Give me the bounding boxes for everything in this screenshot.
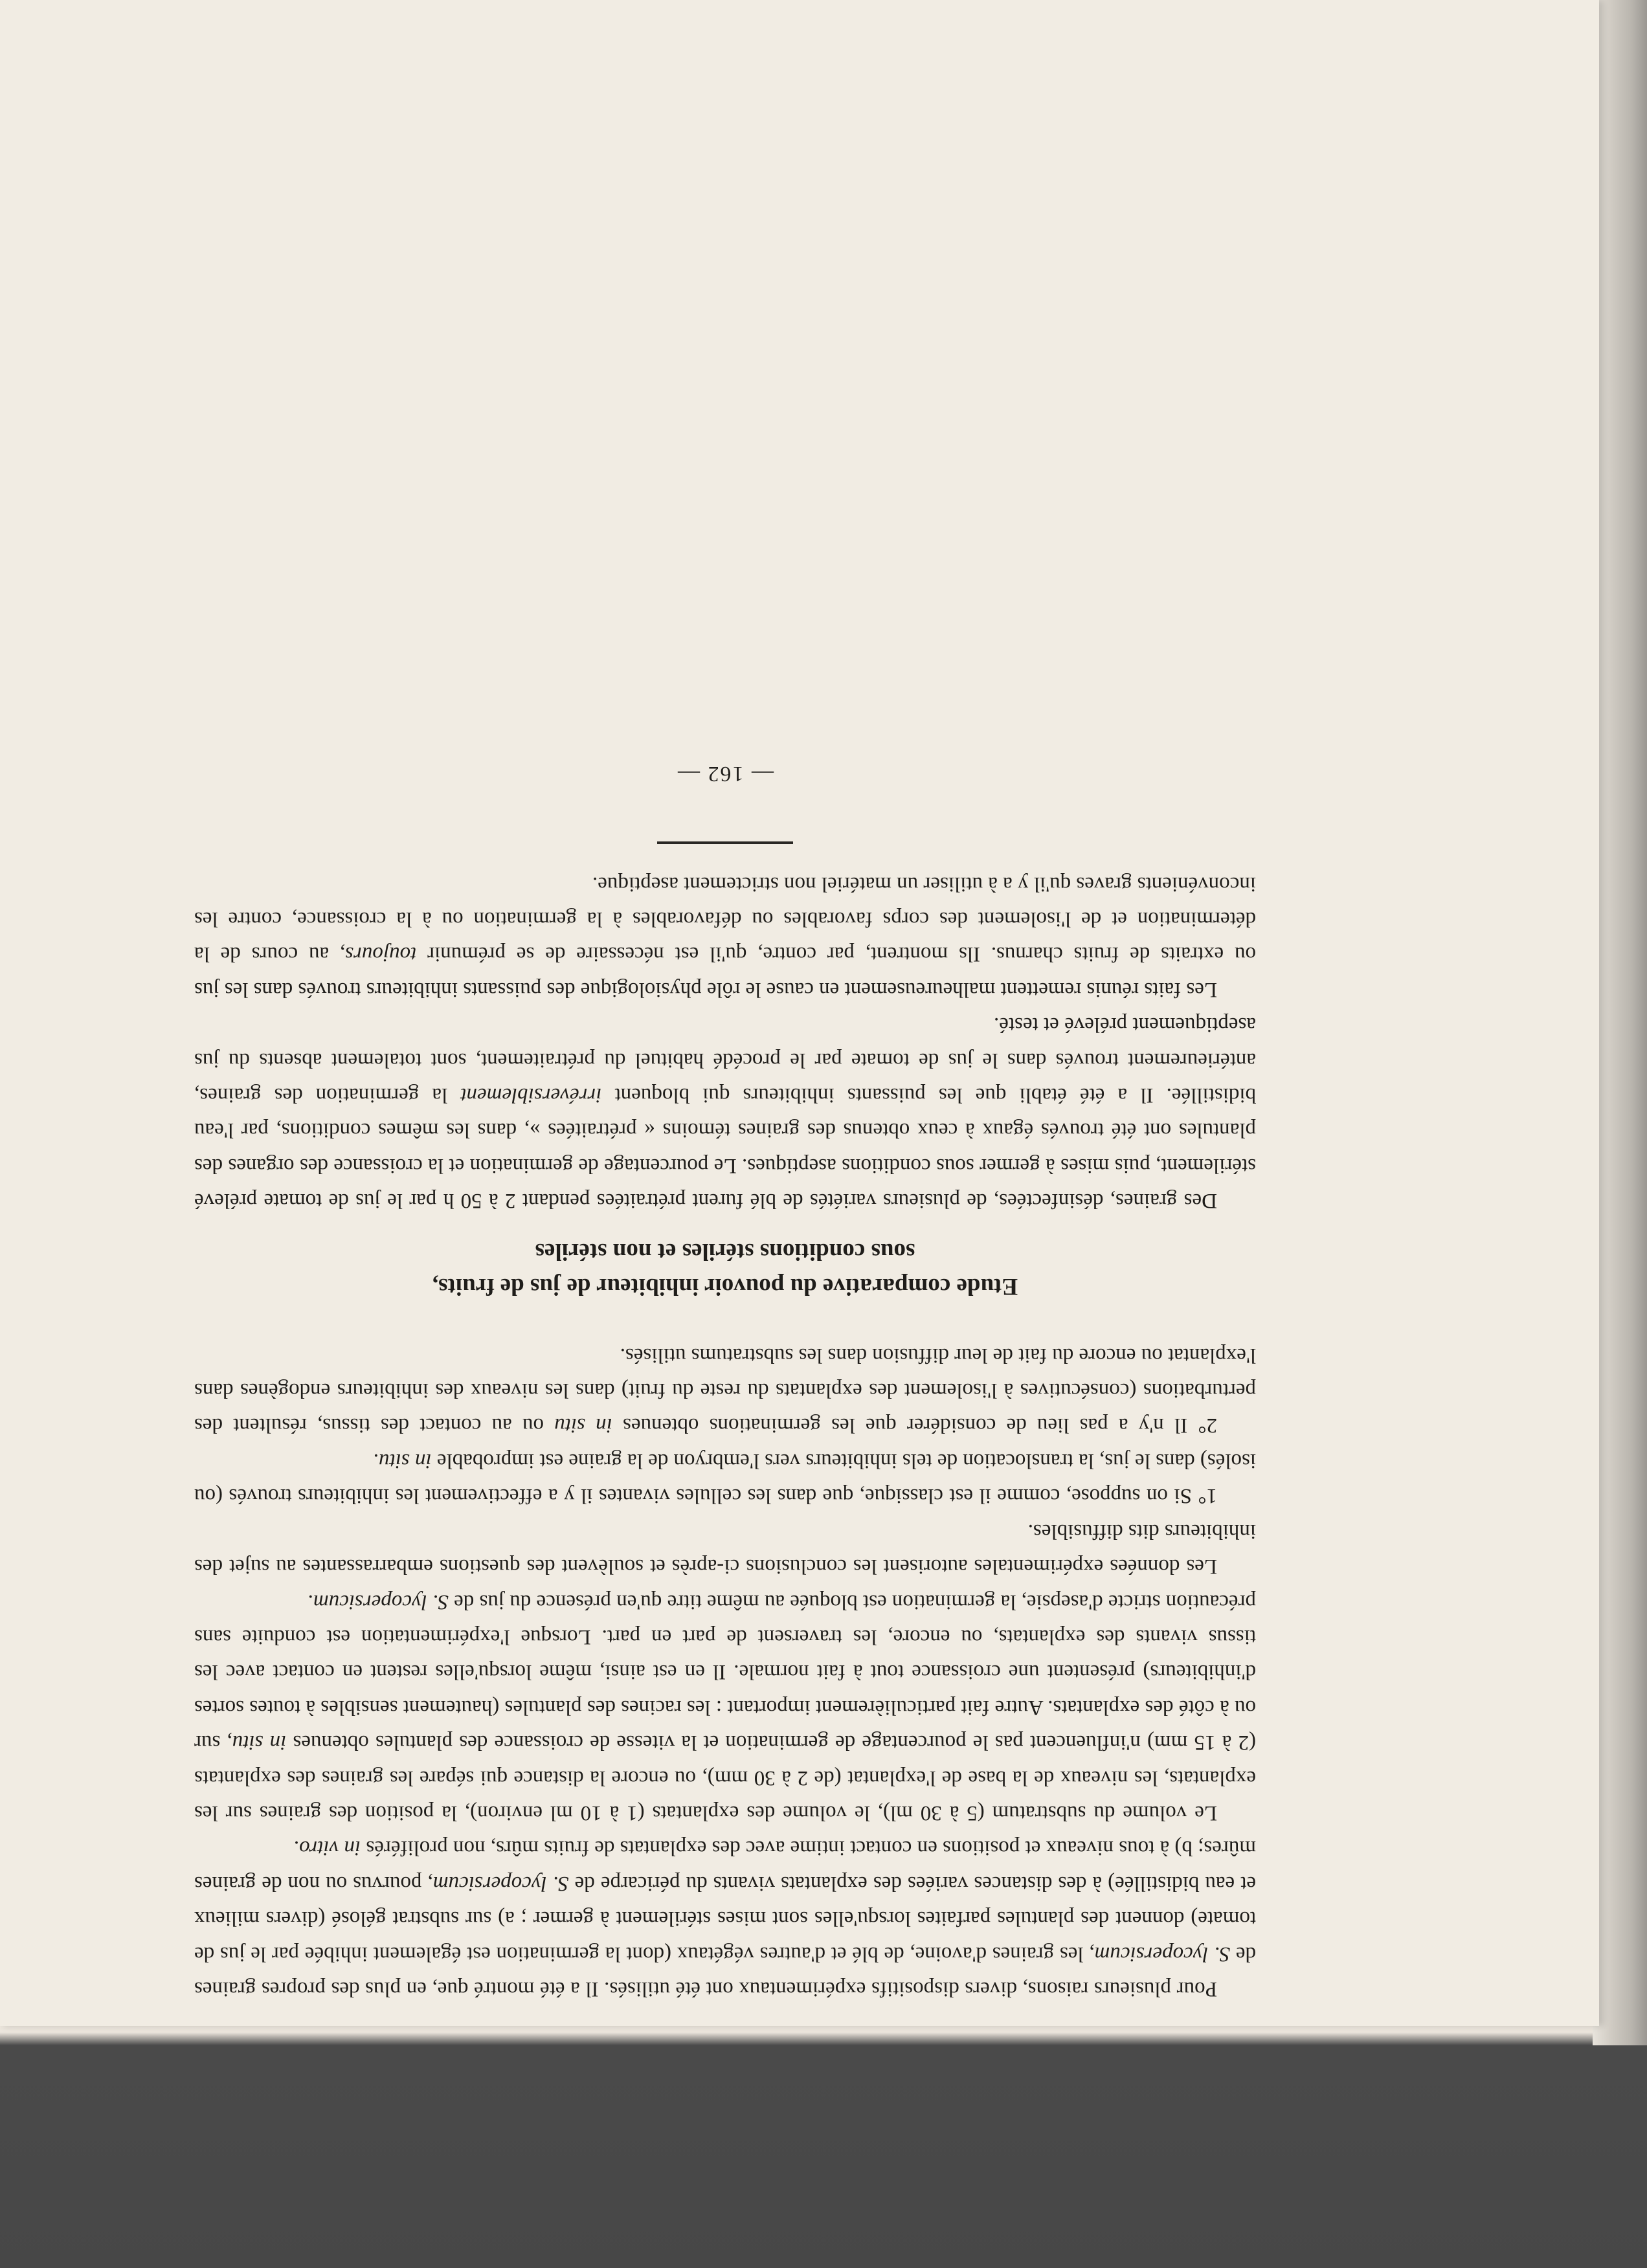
text-run: , pourvus ou non de graines mûres; b) à tous niveaux et positions en contact intime avec des explantats de fruits mûrs, non proliférés: [194, 1836, 1256, 1895]
paragraph-point2: [194, 1337, 1256, 1443]
text-run: 2° Il n'y a pas lieu de considérer que les germinations obtenues: [612, 1414, 1217, 1438]
text-run: , les graines d'avoine, de blé et d'autres végétaux (dont la germination est également inhibée par le jus de tomate) donnent des plantules parfaites lorsqu'elles sont mises stérilement à germer ; a) sur substrat gélosé (divers milieux et eau bidistillée) à des distances variées des explantats vivants du péricarpe de: [194, 1871, 1256, 1966]
text-run: Le volume du substratum (5 à 30 ml), le volume des explantats (1 à 10 ml environ), la position des graines sur les explantats, les niveaux de la base de l'explantat (de 2 à 30 mm), ou encore la distance qui sépare les graines des explantats (2 à 15 mm) n'influencent pas le pourcentage de germination et la vitesse de croissance des plantules obtenues: [194, 1731, 1256, 1825]
paragraph-point1: [194, 1443, 1256, 1514]
section-heading: [194, 1234, 1256, 1304]
text-run: ou au contact des tissus, résultent des perturbations (consécutives à l'isolement des explantats du reste du fruit) dans les niveaux des inhibiteurs endogènes dans l'explantat ou encore du fait de leur diffusion dans les substratums utilisés.: [194, 1343, 1256, 1438]
text-run: Les données expérimentales autorisent les conclusions ci-après et soulèvent des questions embarrassantes au sujet des inhibiteurs dits diffusibles.: [194, 1519, 1256, 1579]
paragraph-volume: [194, 1584, 1256, 1830]
page-number: — 162 —: [677, 762, 774, 786]
paragraph-intro: [194, 1830, 1256, 2007]
text-run: Les faits réunis remettent malheureusement en cause le rôle physiologique des puissants inhibiteurs trouvés dans les jus ou extraits de fruits charnus. Ils montrent, par contre, qu'il est nécessaire de se prémunir: [194, 942, 1256, 1001]
body-text-block-2: [194, 866, 1256, 1218]
text-run: , sur ou à côté des explantats. Autre fait particulièrement important : les racines des plantules (hautement sensibles à toutes sortes d'inhibiteurs) présentent une croissance tout à fait normale. Il en est ainsi, même lorsqu'elles restent en contact avec les tissus vivants des explantats, ou encore, les traversent de part en part. Lorsque l'expérimentation est conduite sans précaution stricte d'asepsie, la germination est bloquée au même titre qu'en présence du jus de: [194, 1590, 1256, 1755]
text-run: Des graines, désinfectées, de plusieurs variétés de blé furent prétraitées pendant 2 à 50 h par le jus de tomate prélevé stérilement, puis mises à germer sous conditions aseptiques. Le pourcentage de germination et la croissance des organes des plantules ont été trouvés égaux à ceux obtenus des graines témoins « prétraitées », dans les mêmes conditions, par l'eau bidistillée. Il a été établi que les puissants inhibiteurs qui bloquent: [194, 1084, 1256, 1213]
section-heading-line-2: sous conditions stériles et non stériles: [535, 1238, 915, 1265]
italic-term: S. lycopersicum: [313, 1590, 449, 1614]
italic-term: S. lycopersicum: [432, 1871, 569, 1895]
paragraph-donnees: [194, 1513, 1256, 1584]
book-spine: [1593, 0, 1647, 2045]
paragraph-faits: [194, 866, 1256, 1007]
text-run: .: [373, 1449, 379, 1473]
text-run: la germination des graines, antérieurement trouvés dans le jus de tomate par le procédé habituel du prétraitement, sont totalement absents du jus aseptiquement prélevé et testé.: [194, 1013, 1256, 1107]
footer-rule: [657, 841, 793, 844]
italic-term: in situ: [554, 1414, 612, 1438]
text-run: , au cours de la détermination et de l'isolement des corps favorables ou défavorables à la germination ou à la croissance, contre les inconvénients graves qu'il y a à utiliser un matériel non strictement aseptique.: [194, 872, 1256, 966]
section-heading-line-1: Etude comparative du pouvoir inhibiteur de jus de fruits,: [432, 1273, 1018, 1300]
text-run: .: [293, 1836, 300, 1860]
text-run: .: [308, 1590, 313, 1614]
italic-term: in situ: [379, 1449, 432, 1473]
italic-term: irréversiblement: [460, 1084, 602, 1107]
italic-term: in situ: [232, 1731, 287, 1755]
italic-term: S. lycopersicum: [1094, 1942, 1231, 1966]
text-run: 1° Si on suppose, comme il est classique, que dans les cellules vivantes il y a effectivement les inhibiteurs trouvés (ou isolés) dans le jus, la translocation de tels inhibiteurs vers l'embryon de la graine est improbable: [194, 1449, 1256, 1508]
page-content-rotated: [194, 194, 1256, 2007]
paragraph-graines: [194, 1007, 1256, 1218]
italic-term: toujours: [345, 942, 417, 966]
body-text-block-1: [194, 1337, 1256, 2007]
italic-term: in vitro: [299, 1836, 361, 1860]
text-run: Pour plusieurs raisons, divers dispositifs expérimentaux ont été utilisés. Il a été montré que, en plus des propres graines de: [194, 1942, 1256, 2001]
